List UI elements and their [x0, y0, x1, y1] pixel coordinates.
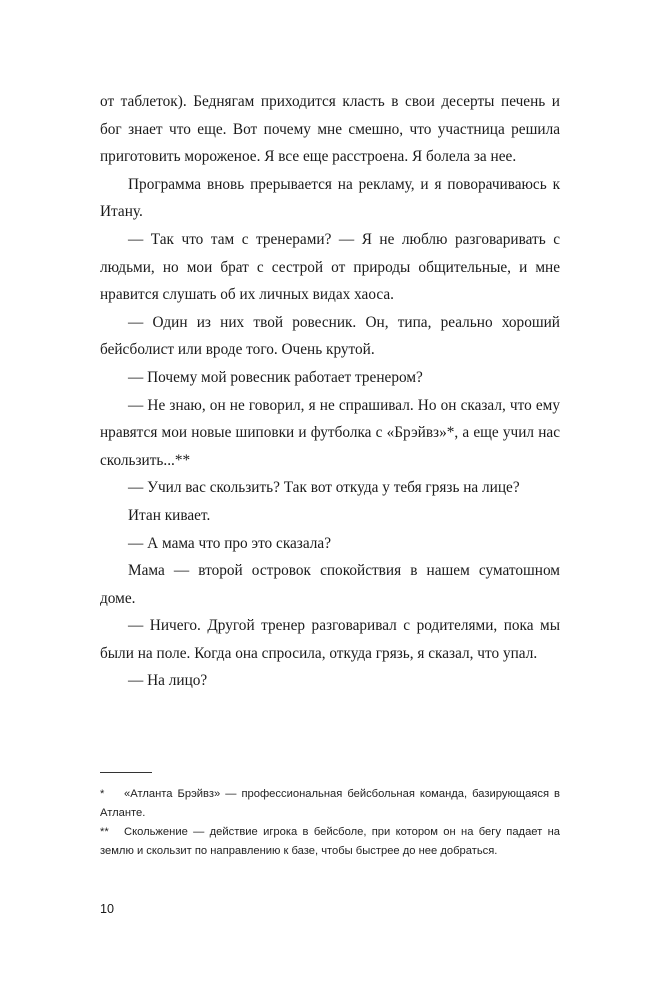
paragraph: — Так что там с тренерами? — Я не люблю разговаривать с людьми, но мои брат с сестрой от природы общительные, и мне нравится слушать об их личных видах хаоса.: [100, 230, 560, 304]
paragraph: — А мама что про это сказала?: [128, 534, 331, 552]
footnote-text: «Атланта Брэйвз» — профессиональная бейсбольная команда, базирующаяся в Атланте.: [100, 788, 560, 819]
page-number: 10: [100, 902, 115, 916]
paragraph: от таблеток). Беднягам приходится класть в свои десерты печень и бог знает что еще. Вот почему мне смешно, что участница решила приготовить мороженое. Я все еще расстроена. Я болела за нее.: [100, 93, 560, 166]
paragraph: — Ничего. Другой тренер разговаривал с родителями, пока мы были на поле. Когда она спросила, откуда грязь, я сказал, что упал.: [100, 617, 560, 662]
footnote-text: Скольжение — действие игрока в бейсболе, при котором он на бегу падает на землю и скользит по направлению к базе, чтобы быстрее до нее добраться.: [100, 826, 560, 857]
paragraph: — Учил вас скользить? Так вот откуда у тебя грязь на лице?: [128, 479, 520, 497]
footnotes-block: [100, 772, 560, 861]
paragraph: — Почему мой ровесник работает тренером?: [128, 368, 423, 386]
paragraph: Итан кивает.: [128, 506, 211, 524]
paragraph: — Не знаю, он не говорил, я не спрашивал. Но он сказал, что ему нравятся мои новые шиповки и футболка с «Брэйвз»*, а еще учил нас скользить...**: [100, 396, 560, 469]
paragraph: Мама — второй островок спокойствия в нашем суматошном доме.: [100, 562, 560, 607]
footnote-marker: **: [100, 826, 109, 838]
footnote-item: [100, 823, 560, 861]
paragraph: Программа вновь прерывается на рекламу, и я поворачиваюсь к Итану.: [100, 175, 560, 221]
page-body-text: [100, 88, 560, 695]
footnote-item: [100, 785, 560, 823]
footnote-separator-rule: [100, 772, 152, 773]
footnote-marker: *: [100, 788, 105, 800]
paragraph: — Один из них твой ровесник. Он, типа, реально хороший бейсболист или вроде того. Очень крутой.: [100, 313, 560, 359]
paragraph: — На лицо?: [128, 672, 208, 690]
